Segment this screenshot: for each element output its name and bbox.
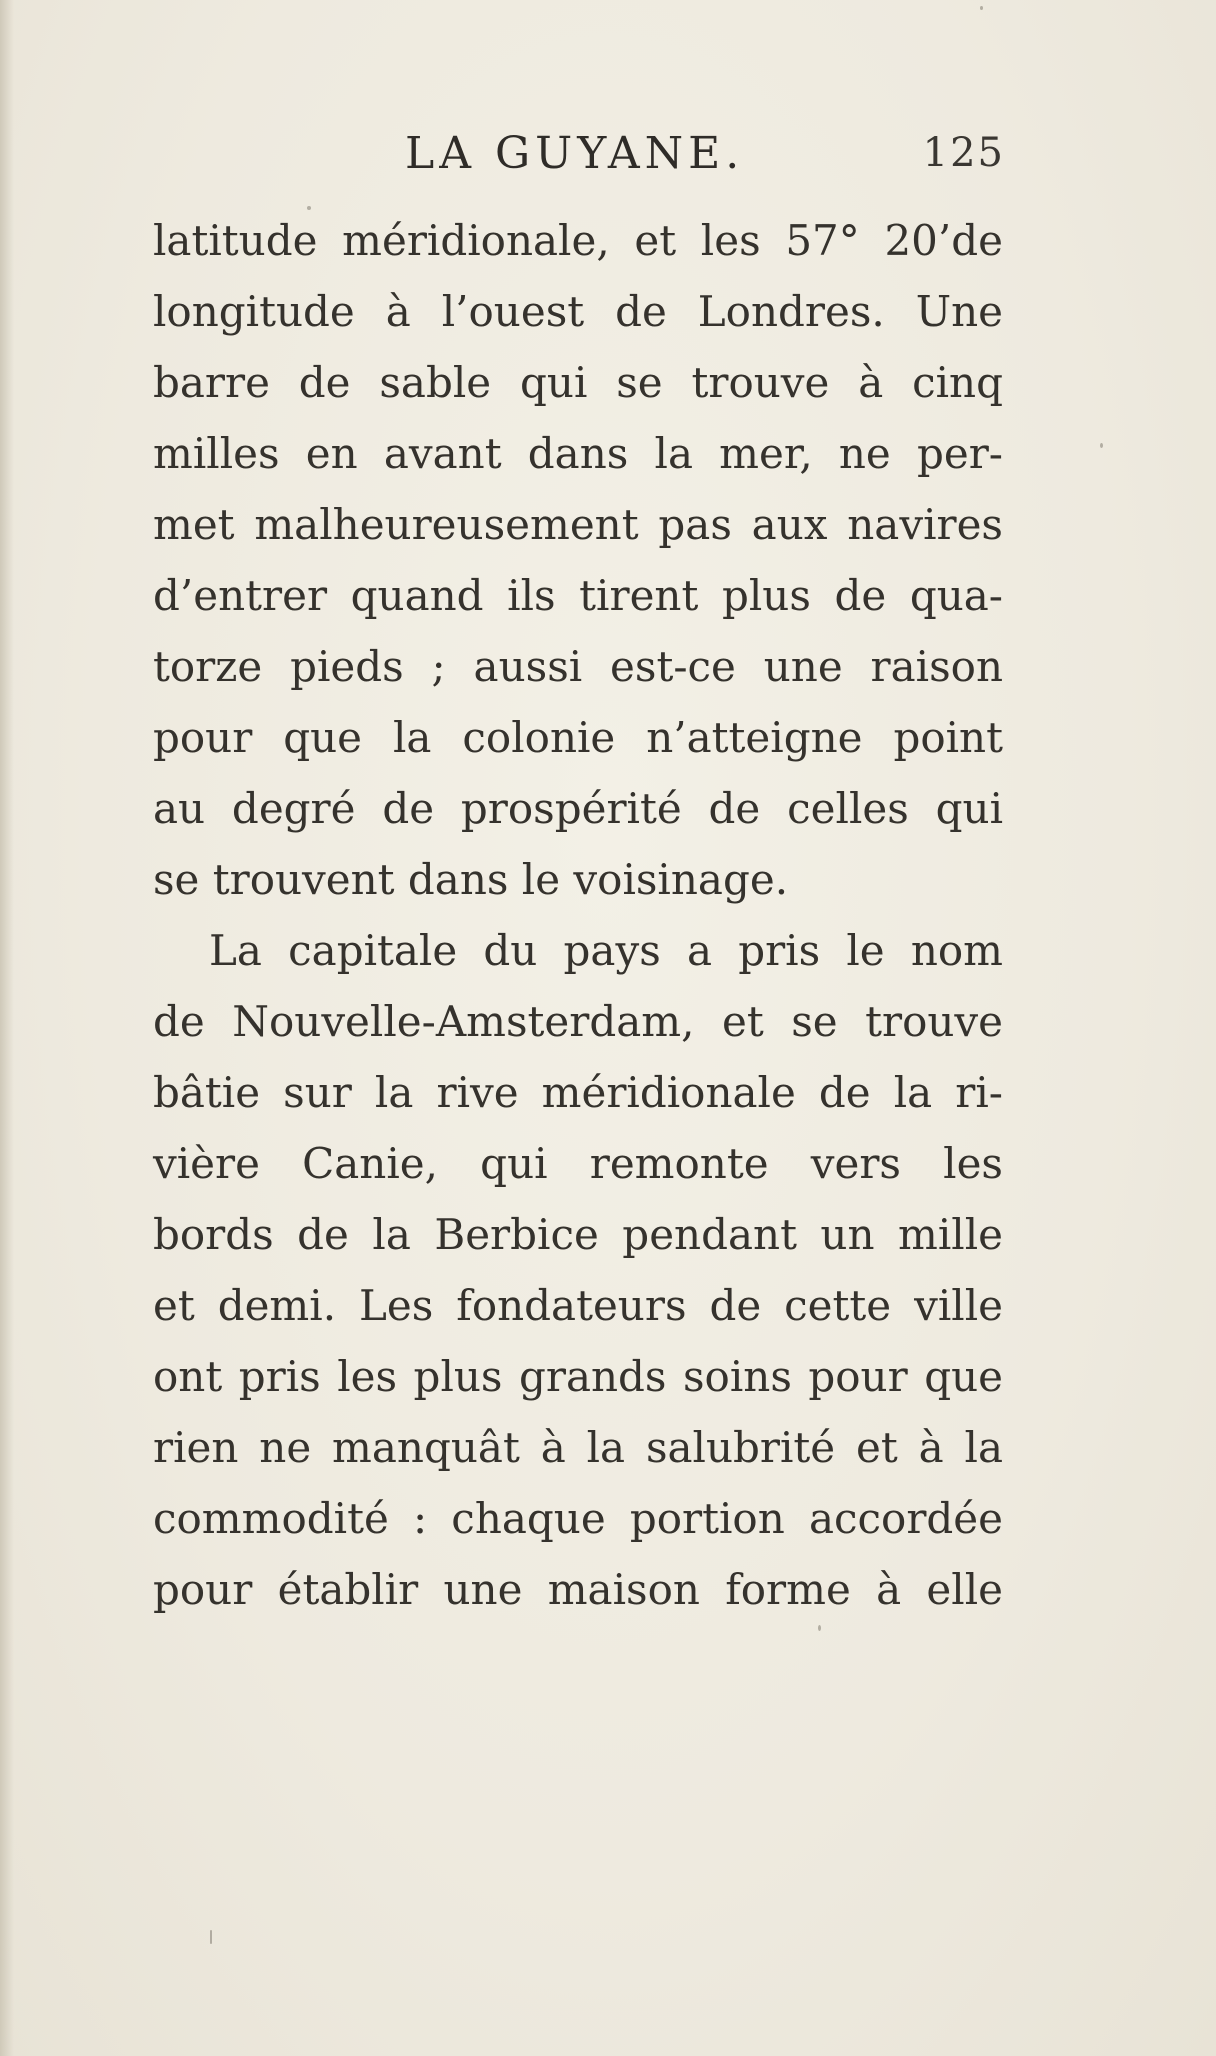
text-line: bâtie sur la rive méridionale de la ri- — [153, 1068, 1003, 1117]
text-line: de Nouvelle-Amsterdam, et se trouve — [153, 997, 1003, 1046]
text-line: ont pris les plus grands soins pour que — [153, 1352, 1003, 1401]
paper-speck — [210, 1930, 212, 1944]
text-line: et demi. Les fondateurs de cette ville — [153, 1281, 1003, 1330]
page-edge-shadow — [0, 0, 14, 2056]
text-line: met malheureusement pas aux navires — [153, 500, 1003, 549]
text-line: vière Canie, qui remonte vers les — [153, 1139, 1003, 1188]
text-line: La capitale du pays a pris le nom — [209, 926, 1003, 975]
text-line: d’entrer quand ils tirent plus de qua- — [153, 571, 1003, 620]
paper-speck — [818, 1625, 821, 1631]
paragraph-2 — [153, 915, 1003, 1625]
text-line: rien ne manquât à la salubrité et à la — [153, 1423, 1003, 1472]
running-head-title: LA GUYANE. — [405, 128, 745, 179]
text-line: barre de sable qui se trouve à cinq — [153, 358, 1003, 407]
text-line: longitude à l’ouest de Londres. Une — [153, 287, 1003, 336]
text-line: au degré de prospérité de celles qui — [153, 784, 1003, 833]
paper-speck — [307, 206, 311, 210]
paragraph-1 — [153, 205, 1003, 915]
text-line: commodité : chaque portion accordée — [153, 1494, 1003, 1543]
body-text — [153, 205, 1003, 1625]
page-number: 125 — [922, 130, 1005, 176]
text-line: pour que la colonie n’atteigne point — [153, 713, 1003, 762]
text-line: pour établir une maison forme à elle — [153, 1565, 1003, 1614]
text-line: se trouvent dans le voisinage. — [153, 855, 789, 904]
text-line: latitude méridionale, et les 57° 20’de — [153, 216, 1003, 265]
paper-speck — [1100, 443, 1103, 448]
running-head — [155, 128, 1005, 188]
paper-speck — [980, 6, 983, 10]
text-line: bords de la Berbice pendant un mille — [153, 1210, 1003, 1259]
text-line: torze pieds ; aussi est-ce une raison — [153, 642, 1003, 691]
text-line: milles en avant dans la mer, ne per- — [153, 429, 1003, 478]
